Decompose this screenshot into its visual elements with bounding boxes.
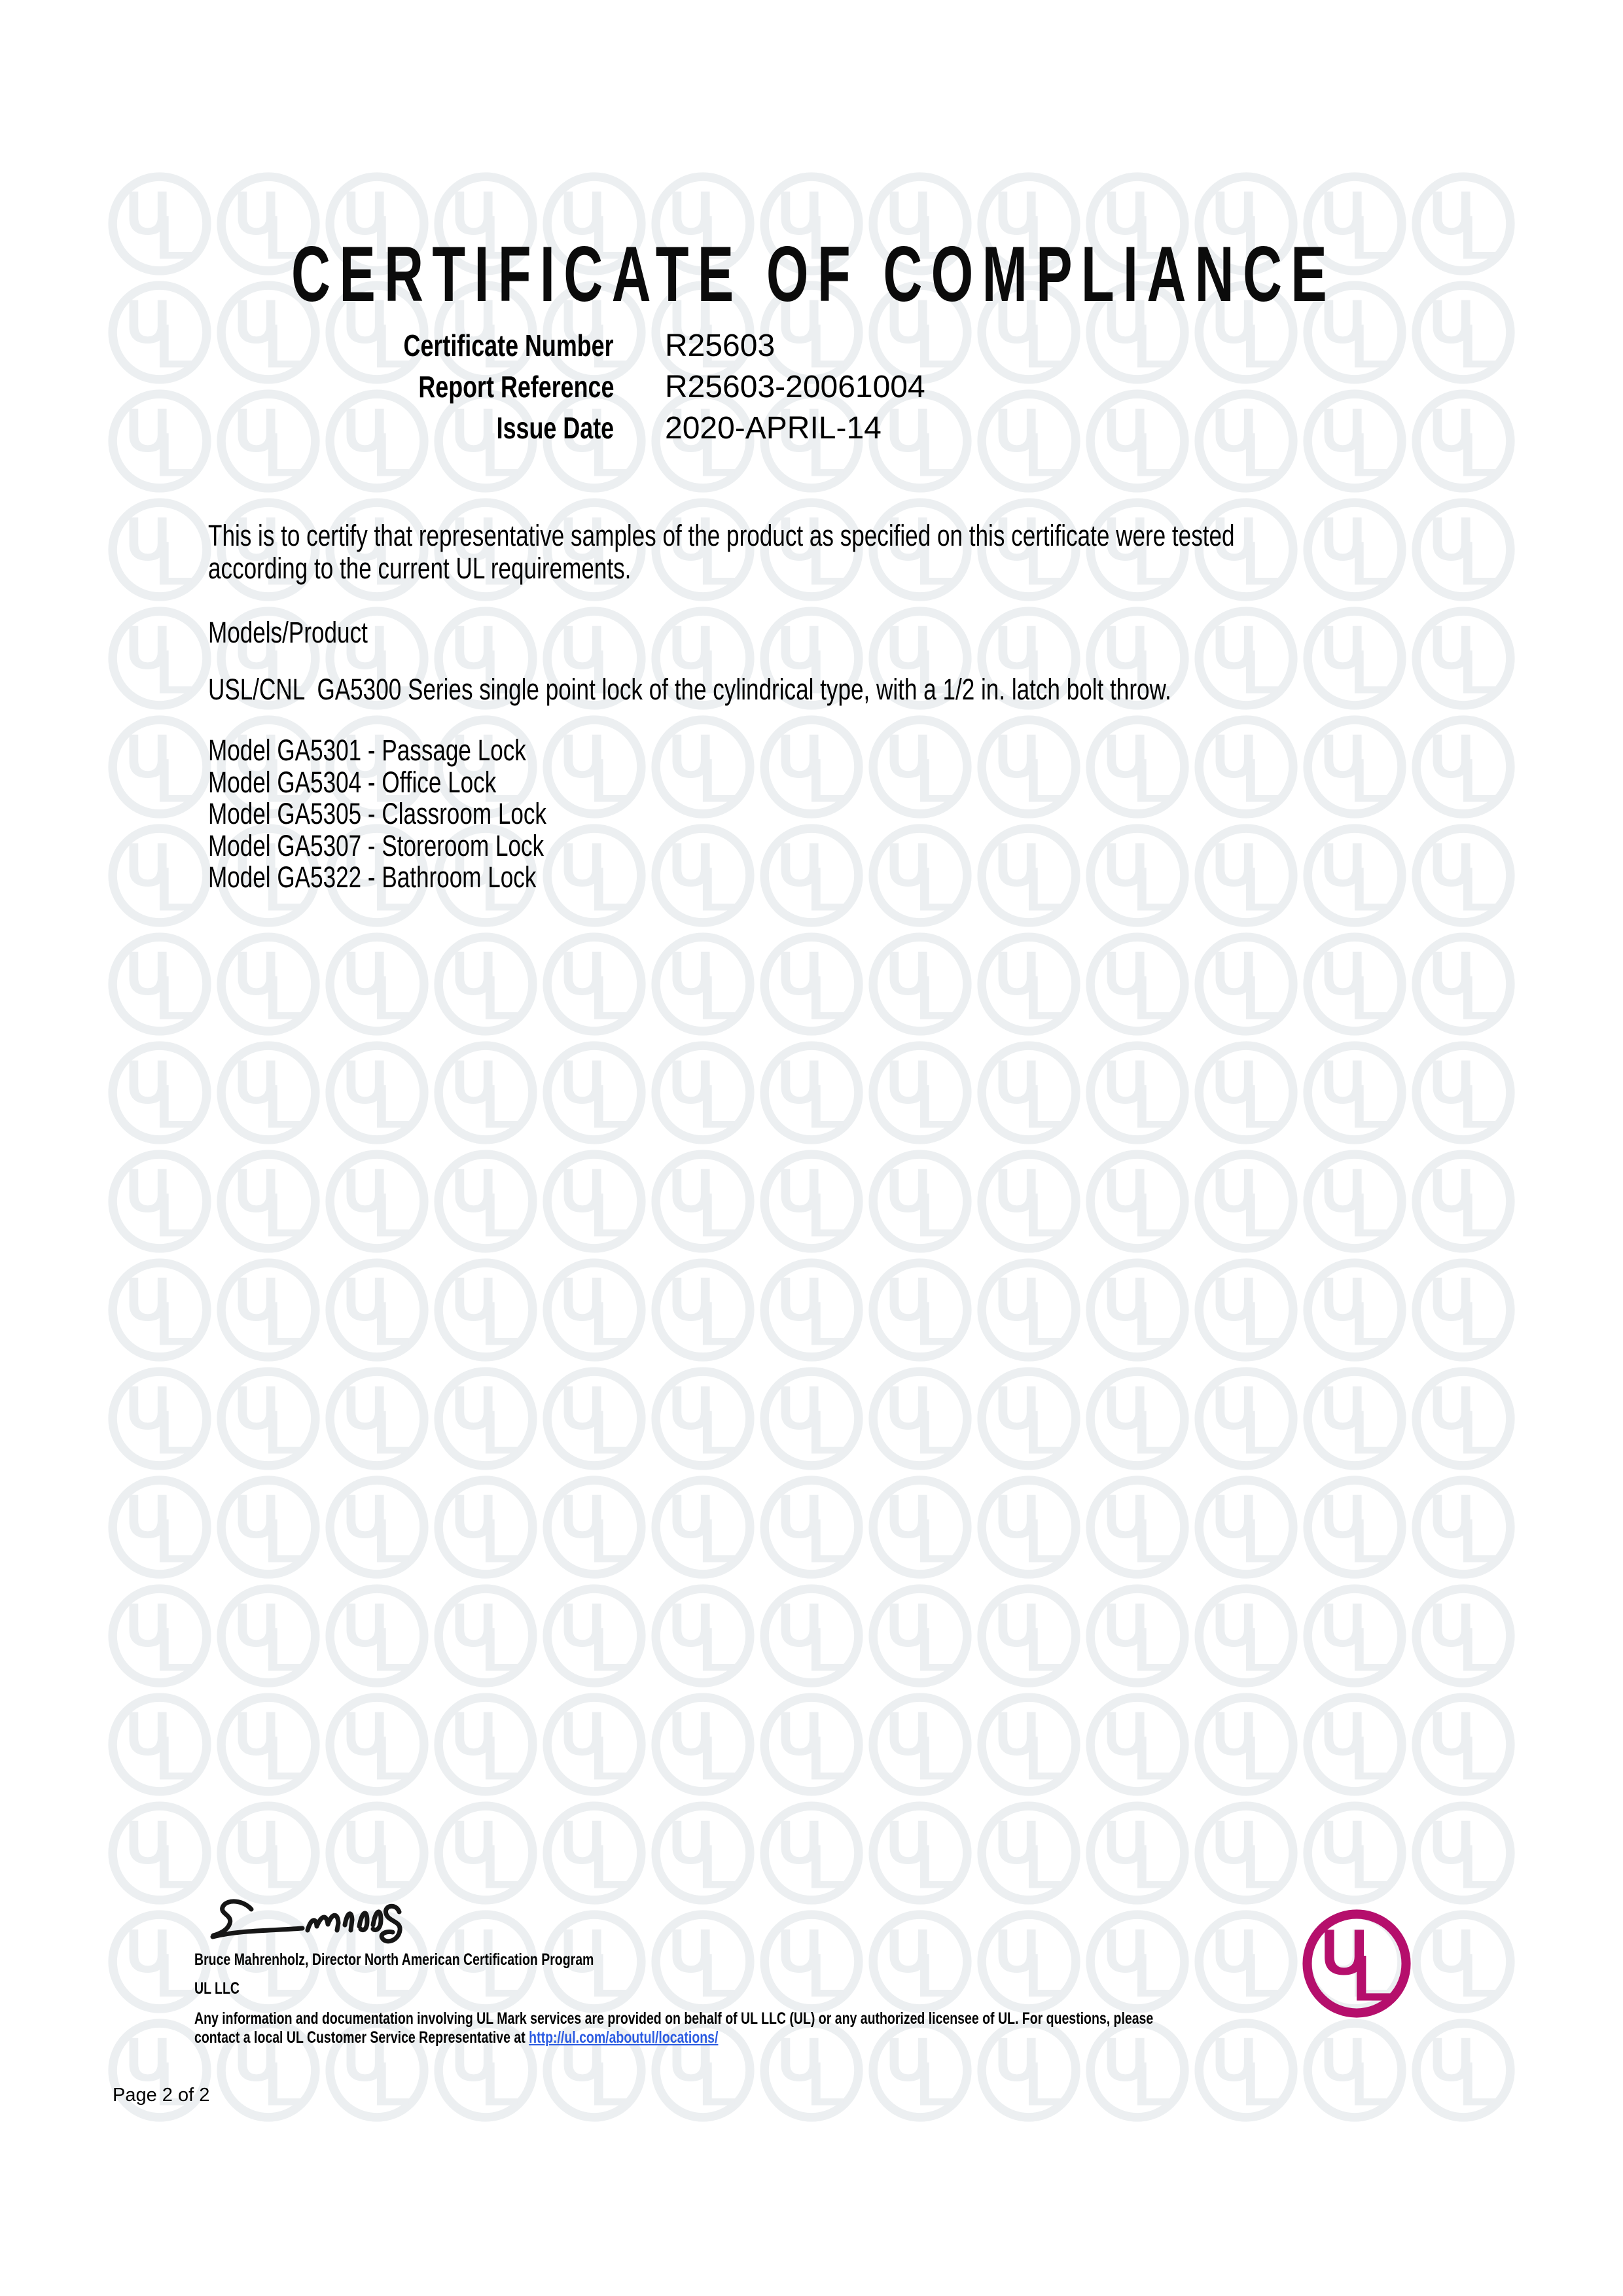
models-heading: Models/Product: [208, 616, 368, 649]
ul-watermark-icon: [1303, 1041, 1406, 1144]
ul-watermark-icon: [1412, 1801, 1515, 1905]
ul-watermark-icon: [325, 1475, 429, 1579]
page-title-text: CERTIFICATE OF COMPLIANCE: [291, 230, 1336, 318]
ul-watermark-icon: [217, 1801, 320, 1905]
ul-watermark-icon: [760, 1475, 863, 1579]
ul-watermark-icon: [1194, 824, 1298, 927]
ul-watermark-icon: [1086, 1584, 1189, 1687]
ul-watermark-icon: [977, 1910, 1080, 2013]
ul-logo-icon: [1302, 1909, 1411, 2018]
ul-watermark-icon: [1086, 1258, 1189, 1362]
ul-watermark-icon: [434, 1367, 537, 1470]
certificate-number-label: Certificate Number: [403, 328, 614, 362]
ul-watermark-icon: [1194, 1150, 1298, 1253]
ul-watermark-icon: [108, 1150, 211, 1253]
ul-watermark-icon: [760, 824, 863, 927]
ul-watermark-icon: [1194, 1258, 1298, 1362]
signature-image: [209, 1898, 412, 1949]
footer-legal-line2: [194, 2028, 866, 2047]
report-reference-label: Report Reference: [418, 370, 614, 404]
ul-watermark-icon: [651, 1584, 755, 1687]
ul-watermark-icon: [760, 1041, 863, 1144]
ul-watermark-icon: [108, 1801, 211, 1905]
ul-watermark-icon: [760, 1367, 863, 1470]
ul-watermark-icon: [1194, 932, 1298, 1036]
ul-watermark-icon: [1412, 824, 1515, 927]
ul-watermark-icon: [108, 607, 211, 710]
ul-watermark-icon: [1194, 1367, 1298, 1470]
ul-watermark-icon: [977, 1367, 1080, 1470]
ul-watermark-icon: [325, 1801, 429, 1905]
ul-watermark-icon: [325, 1584, 429, 1687]
ul-watermark-icon: [868, 1910, 972, 2013]
ul-watermark-icon: [760, 1584, 863, 1687]
ul-watermark-icon: [1086, 1150, 1189, 1253]
ul-watermark-icon: [434, 1041, 537, 1144]
ul-watermark-icon: [1412, 1584, 1515, 1687]
ul-watermark-icon: [217, 1258, 320, 1362]
ul-watermark-icon: [868, 1801, 972, 1905]
ul-watermark-icon: [651, 932, 755, 1036]
ul-watermark-icon: [108, 1584, 211, 1687]
ul-watermark-icon: [760, 1258, 863, 1362]
ul-watermark-icon: [217, 1041, 320, 1144]
ul-watermark-icon: [108, 824, 211, 927]
issue-date-row: [0, 410, 1623, 451]
ul-watermark-icon: [1194, 1584, 1298, 1687]
ul-watermark-icon: [325, 1150, 429, 1253]
ul-watermark-icon: [108, 1475, 211, 1579]
ul-watermark-icon: [1303, 1693, 1406, 1796]
ul-watermark-icon: [543, 1367, 646, 1470]
company-name: UL LLC: [194, 1979, 240, 1998]
ul-watermark-icon: [1194, 1801, 1298, 1905]
ul-watermark-icon: [760, 1910, 863, 2013]
ul-watermark-icon: [325, 1258, 429, 1362]
ul-watermark-icon: [868, 1367, 972, 1470]
ul-watermark-icon: [217, 1367, 320, 1470]
ul-watermark-icon: [543, 1150, 646, 1253]
ul-watermark-icon: [543, 1475, 646, 1579]
ul-watermark-icon: [1086, 932, 1189, 1036]
ul-watermark-icon: [1086, 2019, 1189, 2122]
ul-watermark-icon: [977, 824, 1080, 927]
ul-watermark-icon: [1303, 1584, 1406, 1687]
ul-watermark-icon: [1194, 1475, 1298, 1579]
page-title: [291, 230, 1336, 319]
ul-watermark-icon: [868, 1150, 972, 1253]
ul-watermark-icon: [325, 932, 429, 1036]
ul-watermark-icon: [1086, 1910, 1189, 2013]
ul-watermark-icon: [868, 1475, 972, 1579]
ul-watermark-icon: [651, 824, 755, 927]
ul-watermark-icon: [977, 1258, 1080, 1362]
certify-statement: [208, 520, 1524, 585]
model-item: Model GA5304 - Office Lock: [208, 765, 497, 799]
ul-watermark-icon: [977, 1475, 1080, 1579]
ul-watermark-icon: [1303, 932, 1406, 1036]
ul-watermark-icon: [977, 1801, 1080, 1905]
ul-watermark-icon: [1194, 1910, 1298, 2013]
ul-watermark-icon: [1194, 1693, 1298, 1796]
ul-watermark-icon: [1086, 1475, 1189, 1579]
ul-watermark-icon: [1303, 1801, 1406, 1905]
certificate-number-value: R25603: [665, 328, 776, 363]
report-reference-row: [0, 369, 1623, 410]
ul-watermark-icon: [1412, 2019, 1515, 2122]
ul-watermark-icon: [1412, 172, 1515, 275]
ul-watermark-icon: [543, 1584, 646, 1687]
model-item: Model GA5322 - Bathroom Lock: [208, 860, 537, 894]
ul-watermark-icon: [1086, 1801, 1189, 1905]
model-item: Model GA5305 - Classroom Lock: [208, 797, 546, 830]
ul-watermark-icon: [1412, 1693, 1515, 1796]
ul-watermark-icon: [651, 1150, 755, 1253]
ul-watermark-icon: [325, 1041, 429, 1144]
ul-watermark-icon: [434, 1258, 537, 1362]
ul-watermark-icon: [760, 1801, 863, 1905]
ul-watermark-icon: [1086, 715, 1189, 819]
ul-watermark-icon: [543, 1258, 646, 1362]
ul-watermark-icon: [1412, 1367, 1515, 1470]
ul-watermark-icon: [543, 1693, 646, 1796]
ul-watermark-icon: [1303, 824, 1406, 927]
ul-watermark-icon: [868, 2019, 972, 2122]
ul-watermark-icon: [868, 715, 972, 819]
ul-watermark-icon: [325, 1367, 429, 1470]
ul-watermark-icon: [217, 1693, 320, 1796]
ul-watermark-icon: [217, 1475, 320, 1579]
ul-watermark-icon: [434, 1475, 537, 1579]
footer-legal-line1: Any information and documentation involving UL Mark services are provided on behalf of UL LLC (UL) or any authorized licensee of UL. For questions, please: [194, 2009, 1154, 2028]
ul-watermark-icon: [1303, 1258, 1406, 1362]
ul-watermark-icon: [977, 1693, 1080, 1796]
issue-date-value: 2020-APRIL-14: [665, 411, 882, 446]
ul-watermark-icon: [1412, 1258, 1515, 1362]
ul-watermark-icon: [1194, 715, 1298, 819]
ul-watermark-icon: [760, 1693, 863, 1796]
certify-statement-line1: This is to certify that representative samples of the product as specified on this certificate were tested: [208, 519, 1235, 552]
ul-watermark-icon: [760, 1150, 863, 1253]
ul-watermark-icon: [651, 1475, 755, 1579]
ul-watermark-icon: [651, 1258, 755, 1362]
ul-watermark-icon: [325, 1693, 429, 1796]
issue-date-label: Issue Date: [496, 411, 614, 445]
reference-fields: [0, 328, 1623, 451]
ul-watermark-icon: [434, 1584, 537, 1687]
ul-watermark-icon: [1086, 1693, 1189, 1796]
ul-watermark-icon: [651, 1367, 755, 1470]
ul-watermark-icon: [1194, 1041, 1298, 1144]
certificate-number-row: [0, 328, 1623, 369]
ul-watermark-icon: [1412, 1150, 1515, 1253]
ul-watermark-icon: [651, 1693, 755, 1796]
ul-watermark-icon: [1303, 1367, 1406, 1470]
footer-link[interactable]: http://ul.com/aboutul/locations/: [529, 2028, 719, 2047]
ul-watermark-icon: [108, 1041, 211, 1144]
page-indicator: Page 2 of 2: [113, 2085, 210, 2106]
ul-watermark-icon: [543, 932, 646, 1036]
ul-watermark-icon: [434, 1801, 537, 1905]
ul-watermark-icon: [1412, 932, 1515, 1036]
ul-watermark-icon: [977, 1041, 1080, 1144]
ul-watermark-icon: [977, 715, 1080, 819]
ul-watermark-icon: [651, 1801, 755, 1905]
ul-watermark-icon: [1412, 1041, 1515, 1144]
ul-watermark-icon: [868, 1041, 972, 1144]
signer-name: Bruce Mahrenholz, Director North American Certification Program: [194, 1951, 594, 1969]
ul-watermark-icon: [1412, 715, 1515, 819]
report-reference-value: R25603-20061004: [665, 370, 925, 404]
ul-watermark-icon: [651, 1041, 755, 1144]
model-list: [208, 735, 642, 894]
ul-watermark-icon: [108, 498, 211, 601]
ul-watermark-icon: [108, 715, 211, 819]
ul-watermark-icon: [217, 1150, 320, 1253]
ul-watermark-icon: [108, 172, 211, 275]
ul-watermark-icon: [108, 1258, 211, 1362]
ul-watermark-icon: [1303, 1150, 1406, 1253]
ul-watermark-icon: [543, 1801, 646, 1905]
ul-watermark-icon: [1194, 2019, 1298, 2122]
ul-watermark-icon: [217, 1584, 320, 1687]
ul-watermark-icon: [1412, 1475, 1515, 1579]
series-description: USL/CNL GA5300 Series single point lock of the cylindrical type, with a 1/2 in. latch bolt throw.: [208, 673, 1171, 706]
ul-watermark-icon: [977, 1150, 1080, 1253]
ul-watermark-icon: [108, 932, 211, 1036]
ul-watermark-icon: [868, 1693, 972, 1796]
ul-watermark-icon: [108, 1367, 211, 1470]
ul-watermark-icon: [1303, 1475, 1406, 1579]
certify-statement-line2: according to the current UL requirements.: [208, 552, 632, 585]
ul-watermark-icon: [760, 932, 863, 1036]
ul-watermark-icon: [868, 1584, 972, 1687]
model-item: Model GA5307 - Storeroom Lock: [208, 828, 544, 862]
ul-watermark-icon: [1303, 2019, 1406, 2122]
ul-watermark-icon: [1086, 1367, 1189, 1470]
ul-watermark-icon: [434, 1693, 537, 1796]
ul-watermark-icon: [1303, 715, 1406, 819]
ul-watermark-icon: [977, 932, 1080, 1036]
ul-watermark-icon: [868, 1258, 972, 1362]
ul-watermark-icon: [108, 1693, 211, 1796]
ul-watermark-icon: [868, 824, 972, 927]
ul-watermark-icon: [760, 715, 863, 819]
model-item: Model GA5301 - Passage Lock: [208, 733, 526, 767]
ul-watermark-icon: [651, 715, 755, 819]
ul-watermark-icon: [1086, 1041, 1189, 1144]
ul-watermark-icon: [543, 1041, 646, 1144]
ul-watermark-icon: [1086, 824, 1189, 927]
footer-legal-line2-text: contact a local UL Customer Service Representative at: [194, 2028, 529, 2047]
ul-watermark-icon: [1412, 1910, 1515, 2013]
ul-watermark-icon: [977, 2019, 1080, 2122]
ul-watermark-icon: [977, 1584, 1080, 1687]
ul-watermark-icon: [434, 1150, 537, 1253]
ul-watermark-icon: [434, 932, 537, 1036]
ul-watermark-icon: [868, 932, 972, 1036]
ul-watermark-icon: [217, 932, 320, 1036]
